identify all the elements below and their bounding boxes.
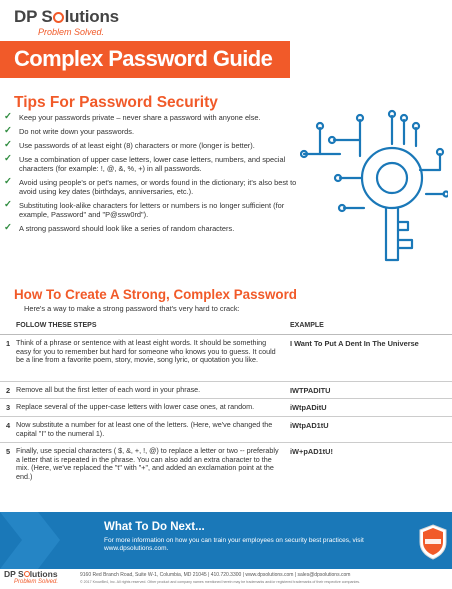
col-steps-header: FOLLOW THESE STEPS [16, 322, 97, 329]
key-icon [300, 98, 448, 266]
table-row [0, 417, 452, 443]
table-header [0, 318, 452, 335]
step-example: I Want To Put A Dent In The Universe [290, 339, 419, 348]
table-row [0, 335, 452, 382]
security-seal-icon [418, 524, 448, 560]
title-banner [0, 41, 290, 78]
checkmark-icon: ✓ [4, 176, 12, 187]
step-text: Replace several of the upper-case letters with lower case ones, at random. [16, 402, 255, 411]
logo-o-ring [53, 12, 64, 23]
tip-item: ✓ Avoid using people's or pet's names, or words found in the dictionary; it's also best to avoid using key dates (birthdays, anniversaries, etc.). [4, 176, 297, 196]
checkmark-icon: ✓ [4, 125, 12, 136]
step-number: 4 [6, 421, 11, 430]
howto-heading: How To Create A Strong, Complex Password [14, 287, 297, 302]
page-title: Complex Password Guide [14, 46, 273, 71]
step-number: 1 [6, 339, 11, 348]
step-number: 5 [6, 447, 11, 456]
next-text: For more information on how you can train your employees on security best practices, visit www.dpsolutions.com. [104, 537, 364, 552]
logo-tagline: Problem Solved. [38, 27, 105, 37]
step-example: IWTPADITU [290, 386, 331, 395]
step-example: iWtpAD1tU [290, 421, 329, 430]
footer-logo [4, 569, 58, 586]
table-row [0, 382, 452, 399]
tips-list [4, 113, 304, 233]
tip-item: ✓ A strong password should look like a series of random characters. [4, 222, 235, 233]
logo-wordmark: DP S lutions [14, 7, 119, 26]
tip-item: ✓ Use a combination of upper case letters, lower case letters, numbers, and special characters (for example: !, @, &, %, +) in all passwords. [4, 153, 286, 173]
checkmark-icon: ✓ [4, 139, 12, 150]
tips-heading: Tips For Password Security [14, 94, 218, 111]
step-example: iWtpADitU [290, 403, 327, 412]
checkmark-icon: ✓ [4, 153, 12, 164]
howto-subtitle: Here's a way to make a strong password that's very hard to crack: [24, 304, 240, 313]
tip-item: ✓ Substituting look-alike characters for letters or numbers is no longer sufficient (for example, Password" and "P@ssw0rd"). [4, 199, 285, 219]
table-row [0, 443, 452, 485]
checkmark-icon: ✓ [4, 199, 12, 210]
col-example-header: EXAMPLE [290, 322, 324, 329]
checkmark-icon: ✓ [4, 222, 12, 233]
next-heading: What To Do Next... [104, 521, 205, 533]
footer-logo-tagline: Problem Solved. [14, 579, 59, 585]
company-logo [14, 8, 119, 37]
footer-contact: 9160 Red Branch Road, Suite W-1, Columbia, MD 21045 | 410.720.3300 | www.dpsolutions.com | sales@dpsolutions.com [80, 572, 351, 578]
footer-logo-wordmark: DP S lutions [4, 569, 58, 579]
tip-item: ✓ Keep your passwords private – never share a password with anyone else. [4, 111, 261, 122]
table-row [0, 399, 452, 417]
step-example: iW+pAD1tU! [290, 447, 333, 456]
step-text: Finally, use special characters ( $, &, +, !, @) to replace a letter or two -- preferably a letter that is repeated in the phrase. You can also add an extra character to the mix. (Here, we've replaced the "t" with "+", and added an exclamation point at the end.) [16, 446, 279, 482]
checkmark-icon: ✓ [4, 111, 12, 122]
arrow-icon [0, 512, 60, 569]
page-footer [0, 569, 452, 589]
footer-legal: © 2017 KnowBe4, Inc. All rights reserved. Other product and company names mentioned herein may be trademarks and/or registered trademarks of their respective companies. [80, 580, 361, 584]
step-text: Now substitute a number for at least one of the letters. (Here, we've changed the capital "I" to the numeral 1). [16, 420, 273, 438]
steps-table [0, 318, 452, 485]
tip-item: ✓ Use passwords of at least eight (8) characters or more (longer is better). [4, 139, 255, 150]
step-number: 3 [6, 403, 11, 412]
step-text: Remove all but the first letter of each word in your phrase. [16, 385, 201, 394]
step-text: Think of a phrase or sentence with at least eight words. It should be something easy for you to remember but hard for someone who knows you to guess. It could be a line from a favorite poem, story, movie, song lyric, or quotation you like. [16, 338, 276, 365]
step-number: 2 [6, 386, 11, 395]
next-steps-band [0, 512, 452, 569]
tip-item: ✓ Do not write down your passwords. [4, 125, 135, 136]
